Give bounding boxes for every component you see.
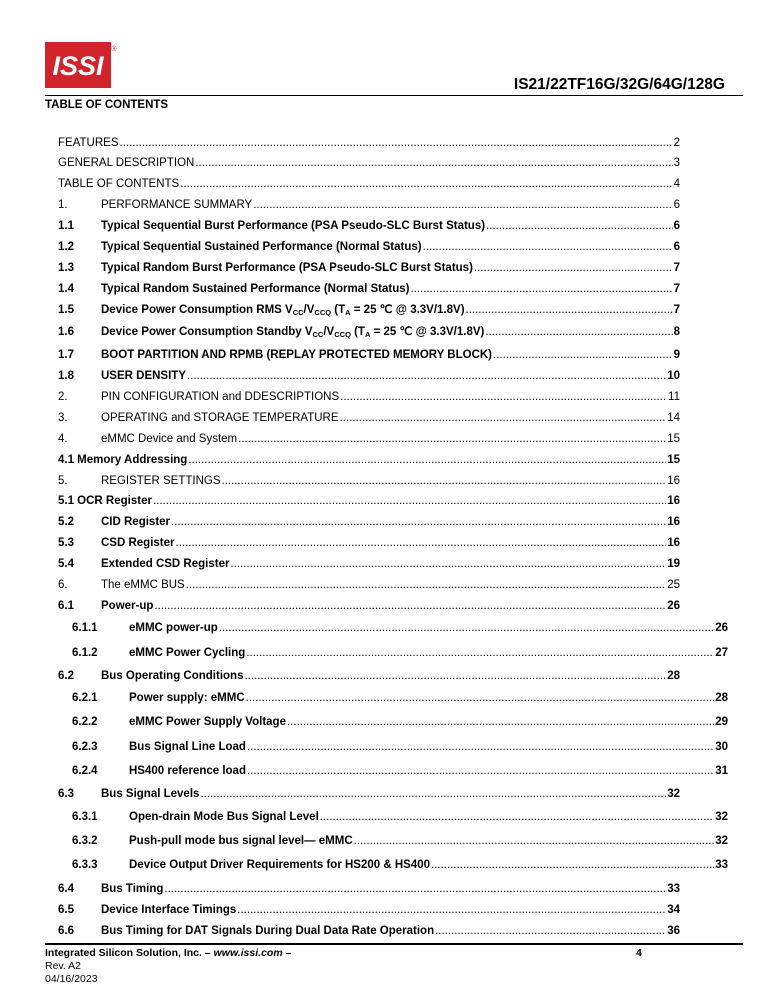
- toc-entry-title: [101, 325, 484, 342]
- toc-entry[interactable]: [58, 282, 680, 296]
- toc-entry[interactable]: [58, 578, 680, 592]
- toc-dot-leader: [153, 494, 666, 508]
- toc-entry-number: 6.2: [58, 670, 74, 682]
- toc-entry-title: [101, 303, 465, 320]
- revision: Rev. A2: [45, 960, 81, 972]
- toc-entry-title: Push-pull mode bus signal level— eMMC: [129, 835, 353, 847]
- toc-dot-leader: [186, 578, 666, 592]
- toc-entry-number: 6.3.1: [72, 811, 98, 823]
- toc-entry-title: eMMC power-up: [129, 622, 218, 634]
- toc-entry-number: 6.3: [58, 788, 74, 800]
- title-text: (T: [350, 326, 365, 338]
- toc-entry[interactable]: [58, 599, 680, 613]
- toc-entry[interactable]: [58, 240, 680, 254]
- toc-page-number: 29: [715, 716, 728, 728]
- toc-entry-number: 6.1.1: [72, 622, 98, 634]
- toc-entry-number: 6.2.3: [72, 741, 98, 753]
- toc-entry[interactable]: [58, 177, 680, 191]
- toc-entry-title: PERFORMANCE SUMMARY: [101, 199, 253, 211]
- toc-entry[interactable]: [58, 136, 680, 150]
- toc-page-number: 4: [673, 178, 680, 190]
- toc-entry-title: Bus Timing for DAT Signals During Dual Data Rate Operation: [101, 925, 435, 937]
- subscript-text: CC: [292, 308, 304, 317]
- toc-dot-leader: [423, 240, 673, 254]
- toc-page-number: 26: [715, 622, 728, 634]
- toc-entry-title: Typical Random Burst Performance (PSA Pseudo-SLC Burst Status): [101, 262, 473, 274]
- toc-entry[interactable]: [72, 646, 728, 660]
- toc-dot-leader: [180, 177, 672, 191]
- toc-page-number: 32: [667, 788, 680, 800]
- toc-dot-leader: [120, 136, 673, 150]
- subscript-text: CC: [312, 330, 324, 339]
- toc-dot-leader: [164, 882, 666, 896]
- toc-entry-title: Open-drain Mode Bus Signal Level: [129, 811, 319, 823]
- toc-entry[interactable]: [58, 474, 680, 488]
- toc-entry-title: Power supply: eMMC: [129, 692, 245, 704]
- toc-dot-leader: [222, 474, 667, 488]
- toc-entry-title: Device Output Driver Requirements for HS200 & HS400: [129, 859, 431, 871]
- toc-entry-number: 5.2: [58, 516, 74, 528]
- toc-entry-title: PIN CONFIGURATION and DDESCRIPTIONS: [101, 391, 340, 403]
- toc-page-number: 3: [673, 157, 680, 169]
- toc-page-number: 9: [673, 349, 680, 361]
- toc-dot-leader: [154, 599, 666, 613]
- toc-entry-number: 6.3.3: [72, 859, 98, 871]
- toc-page-number: 6: [673, 241, 680, 253]
- toc-page-number: 15: [667, 433, 680, 445]
- toc-entry-title: FEATURES: [58, 137, 119, 149]
- toc-page-number: 2: [673, 137, 680, 149]
- toc-entry-number: 4.: [58, 433, 68, 445]
- toc-page-number: 28: [715, 692, 728, 704]
- toc-page-number: 6: [673, 220, 680, 232]
- title-text: /V: [323, 326, 335, 338]
- toc-page-number: 33: [667, 883, 680, 895]
- subscript-text: CCQ: [314, 308, 332, 317]
- title-text: (T: [331, 304, 346, 316]
- toc-dot-leader: [176, 536, 667, 550]
- toc-entry[interactable]: [58, 787, 680, 801]
- toc-dot-leader: [287, 715, 714, 729]
- toc-entry-number: 5.: [58, 475, 68, 487]
- toc-page-number: 32: [715, 811, 728, 823]
- toc-entry-title: TABLE OF CONTENTS: [58, 178, 180, 190]
- toc-entry[interactable]: [72, 740, 728, 754]
- toc-page-number: 6: [673, 199, 680, 211]
- company-suffix: –: [282, 947, 292, 959]
- title-text: Device Power Consumption RMS V: [101, 304, 293, 316]
- toc-dot-leader: [354, 834, 715, 848]
- toc-entry-title: HS400 reference load: [129, 765, 246, 777]
- title-text: = 25 ℃ @ 3.3V/1.8V): [350, 304, 465, 316]
- toc-entry-number: 1.8: [58, 370, 74, 382]
- toc-dot-leader: [230, 557, 666, 571]
- toc-entry-title: CID Register: [101, 516, 171, 528]
- toc-entry[interactable]: [58, 557, 680, 571]
- toc-entry[interactable]: [58, 453, 680, 467]
- toc-entry-title: Extended CSD Register: [101, 558, 230, 570]
- toc-page-number: 26: [667, 600, 680, 612]
- toc-page-number: 30: [715, 741, 728, 753]
- revision-date: 04/16/2023: [45, 973, 98, 985]
- toc-entry-number: 1.: [58, 199, 68, 211]
- toc-page-number: 7: [673, 262, 680, 274]
- toc-page-number: 7: [673, 304, 680, 316]
- toc-page-number: 8: [673, 326, 680, 338]
- registered-mark: ®: [111, 46, 117, 53]
- toc-page-number: 14: [667, 412, 680, 424]
- toc-dot-leader: [188, 453, 666, 467]
- toc-entry[interactable]: [58, 198, 680, 212]
- toc-entry-title: eMMC Power Supply Voltage: [129, 716, 286, 728]
- toc-dot-leader: [340, 390, 667, 404]
- toc-entry[interactable]: [58, 432, 680, 446]
- toc-entry[interactable]: [58, 348, 680, 362]
- toc-dot-leader: [410, 282, 672, 296]
- toc-entry[interactable]: [58, 261, 680, 275]
- toc-entry-number: 2.: [58, 391, 68, 403]
- toc-entry-number: 6.2.2: [72, 716, 98, 728]
- toc-entry-title: Device Interface Timings: [101, 904, 237, 916]
- toc-entry[interactable]: [58, 903, 680, 917]
- toc-entry-title: 5.1 OCR Register: [58, 495, 152, 507]
- toc-entry-number: 6.5: [58, 904, 74, 916]
- toc-entry-title: eMMC Power Cycling: [129, 647, 246, 659]
- title-text: Device Power Consumption Standby V: [101, 326, 313, 338]
- toc-page-number: 16: [667, 475, 680, 487]
- toc-entry-number: 1.1: [58, 220, 74, 232]
- toc-page-number: 10: [667, 370, 680, 382]
- toc-dot-leader: [253, 198, 672, 212]
- toc-entry[interactable]: [58, 669, 680, 683]
- toc-entry[interactable]: [58, 494, 680, 508]
- toc-entry[interactable]: [72, 621, 728, 635]
- toc-dot-leader: [435, 924, 666, 938]
- toc-entry-number: 1.6: [58, 326, 74, 338]
- toc-entry-number: 6.2.1: [72, 692, 98, 704]
- toc-entry-title: eMMC Device and System: [101, 433, 238, 445]
- toc-entry[interactable]: [58, 325, 680, 342]
- toc-entry-number: 3.: [58, 412, 68, 424]
- toc-page-number: 16: [667, 537, 680, 549]
- toc-entry-title: The eMMC BUS: [101, 579, 185, 591]
- toc-page-number: 15: [667, 454, 680, 466]
- toc-page-number: 28: [667, 670, 680, 682]
- toc-entry-number: 6.1.2: [72, 647, 98, 659]
- toc-dot-leader: [219, 621, 714, 635]
- toc-dot-leader: [244, 669, 666, 683]
- toc-page-number: 31: [715, 765, 728, 777]
- toc-page-number: 33: [715, 859, 728, 871]
- toc-entry-title: Bus Operating Conditions: [101, 670, 244, 682]
- toc-entry[interactable]: [72, 858, 728, 872]
- toc-dot-leader: [247, 740, 714, 754]
- toc-entry[interactable]: [58, 411, 680, 425]
- footer-divider: [45, 943, 743, 945]
- toc-entry-title: Typical Sequential Sustained Performance (Normal Status): [101, 241, 422, 253]
- toc-entry[interactable]: [72, 691, 728, 705]
- page-number: 4: [636, 947, 642, 959]
- toc-entry-title: BOOT PARTITION AND RPMB (REPLAY PROTECTED MEMORY BLOCK): [101, 349, 493, 361]
- toc-heading: TABLE OF CONTENTS: [45, 99, 169, 111]
- toc-entry-number: 1.7: [58, 349, 74, 361]
- toc-entry-number: 6.1: [58, 600, 74, 612]
- toc-page-number: 27: [715, 647, 728, 659]
- toc-dot-leader: [493, 348, 673, 362]
- toc-dot-leader: [171, 515, 666, 529]
- toc-entry-title: Typical Sequential Burst Performance (PSA Pseudo-SLC Burst Status): [101, 220, 486, 232]
- toc-entry[interactable]: [72, 810, 728, 824]
- toc-entry-title: Bus Timing: [101, 883, 164, 895]
- toc-entry-number: 6.: [58, 579, 68, 591]
- toc-entry-title: USER DENSITY: [101, 370, 186, 382]
- company-name: Integrated Silicon Solution, Inc. –: [45, 947, 214, 959]
- toc-entry[interactable]: [72, 715, 728, 729]
- title-text: /V: [303, 304, 315, 316]
- toc-entry-number: 1.5: [58, 304, 74, 316]
- toc-entry-title: GENERAL DESCRIPTION: [58, 157, 195, 169]
- footer-company: [45, 947, 291, 959]
- toc-entry-number: 5.3: [58, 537, 74, 549]
- toc-entry-number: 6.6: [58, 925, 74, 937]
- toc-entry-title: Bus Signal Levels: [101, 788, 200, 800]
- toc-entry-title: Typical Random Sustained Performance (Normal Status): [101, 283, 410, 295]
- subscript-text: CCQ: [334, 330, 351, 339]
- subscript-text: A: [345, 308, 351, 317]
- toc-page-number: 34: [667, 904, 680, 916]
- toc-entry-number: 6.2.4: [72, 765, 98, 777]
- toc-entry[interactable]: [58, 219, 680, 233]
- toc-dot-leader: [238, 432, 666, 446]
- toc-page-number: 7: [673, 283, 680, 295]
- toc-dot-leader: [246, 691, 715, 705]
- toc-page-number: 16: [667, 495, 680, 507]
- company-website[interactable]: www.issi.com: [213, 947, 283, 959]
- toc-page-number: 36: [667, 925, 680, 937]
- toc-page-number: 25: [667, 579, 680, 591]
- toc-dot-leader: [237, 903, 666, 917]
- toc-dot-leader: [195, 156, 672, 170]
- toc-entry[interactable]: [58, 536, 680, 550]
- toc-entry[interactable]: [58, 156, 680, 170]
- toc-dot-leader: [187, 369, 666, 383]
- toc-dot-leader: [320, 810, 714, 824]
- toc-dot-leader: [486, 219, 673, 233]
- title-text: = 25 ℃ @ 3.3V/1.8V): [370, 326, 485, 338]
- toc-dot-leader: [340, 411, 667, 425]
- toc-entry[interactable]: [58, 882, 680, 896]
- toc-page-number: 11: [668, 391, 680, 403]
- toc-entry-number: 6.3.2: [72, 835, 98, 847]
- toc-dot-leader: [200, 787, 666, 801]
- toc-entry-title: Bus Signal Line Load: [129, 741, 246, 753]
- toc-entry-title: CSD Register: [101, 537, 175, 549]
- toc-entry[interactable]: [58, 303, 680, 320]
- logo-text: ISSI: [52, 51, 104, 81]
- toc-page-number: 16: [667, 516, 680, 528]
- toc-entry-number: 5.4: [58, 558, 74, 570]
- toc-entry-number: 1.4: [58, 283, 74, 295]
- toc-page-number: 32: [715, 835, 728, 847]
- toc-entry-title: Power-up: [101, 600, 154, 612]
- toc-entry[interactable]: [72, 834, 728, 848]
- toc-entry-number: 6.4: [58, 883, 74, 895]
- toc-dot-leader: [474, 261, 673, 275]
- toc-dot-leader: [431, 858, 714, 872]
- toc-entry[interactable]: [58, 515, 680, 529]
- toc-entry-number: 1.2: [58, 241, 74, 253]
- toc-dot-leader: [485, 325, 672, 339]
- toc-page-number: 19: [667, 558, 680, 570]
- subscript-text: A: [364, 330, 371, 339]
- toc-entry[interactable]: [58, 369, 680, 383]
- toc-entry[interactable]: [58, 390, 680, 404]
- toc-entry[interactable]: [58, 924, 680, 938]
- toc-entry[interactable]: [72, 764, 728, 778]
- toc-dot-leader: [247, 764, 714, 778]
- toc-entry-number: 1.3: [58, 262, 74, 274]
- document-title: IS21/22TF16G/32G/64G/128G: [513, 76, 725, 93]
- toc-entry-title: OPERATING and STORAGE TEMPERATURE: [101, 412, 339, 424]
- toc-entry-title: 4.1 Memory Addressing: [58, 454, 188, 466]
- toc-entry-title: REGISTER SETTINGS: [101, 475, 221, 487]
- toc-dot-leader: [246, 646, 714, 660]
- toc-dot-leader: [466, 303, 673, 317]
